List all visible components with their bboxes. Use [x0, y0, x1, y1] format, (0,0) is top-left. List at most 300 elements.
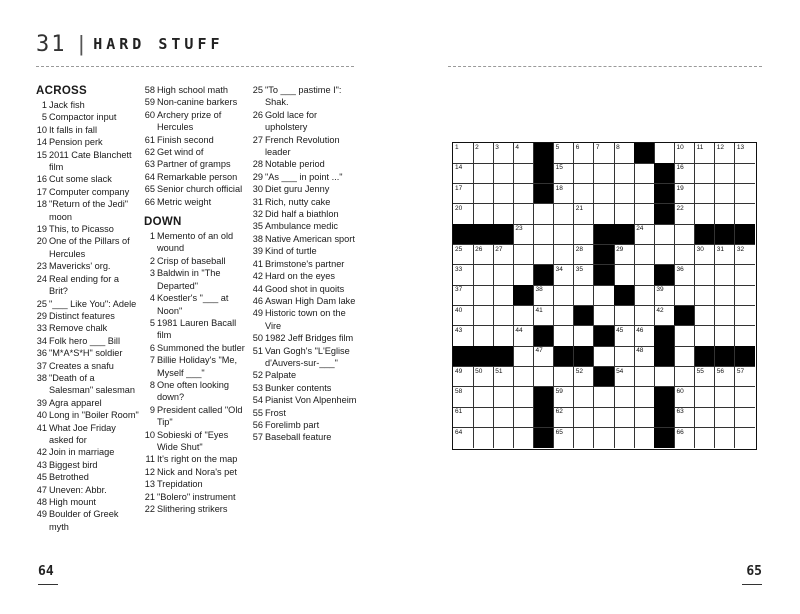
grid-cell[interactable] [634, 326, 655, 347]
grid-cell[interactable] [715, 326, 736, 347]
grid-cell[interactable] [634, 265, 655, 286]
grid-cell[interactable] [594, 184, 615, 205]
grid-cell[interactable] [735, 367, 756, 388]
grid-cell[interactable] [614, 265, 635, 286]
grid-cell[interactable] [453, 265, 474, 286]
page-number-right: 65 [746, 564, 762, 579]
grid-cell[interactable] [674, 143, 695, 164]
grid-block [594, 367, 615, 388]
grid-cell[interactable] [554, 285, 575, 306]
grid-cell[interactable] [614, 326, 635, 347]
header-divider [36, 66, 354, 67]
grid-block [534, 326, 555, 347]
down-clue [252, 295, 360, 307]
grid-cell[interactable] [574, 245, 595, 266]
grid-cell[interactable] [715, 407, 736, 428]
grid-cell[interactable] [534, 245, 555, 266]
grid-cell[interactable] [715, 204, 736, 225]
grid-cell[interactable] [695, 326, 716, 347]
grid-cell[interactable] [715, 428, 736, 449]
grid-cell[interactable] [674, 428, 695, 449]
down-clue [252, 382, 360, 394]
grid-block [493, 346, 514, 367]
grid-cell[interactable] [473, 428, 494, 449]
chapter-title: HARD STUFF [93, 35, 224, 53]
clue-number: 23 [36, 261, 47, 272]
across-clue [144, 158, 248, 170]
grid-cell[interactable] [695, 143, 716, 164]
grid-block [654, 265, 675, 286]
grid-cell[interactable] [554, 265, 575, 286]
across-clue [36, 322, 140, 334]
grid-cell[interactable] [594, 387, 615, 408]
grid-cell[interactable] [493, 143, 514, 164]
clue-number: 25 [36, 298, 47, 309]
grid-cell[interactable] [614, 367, 635, 388]
grid-cell[interactable] [634, 224, 655, 245]
grid-cell[interactable] [634, 428, 655, 449]
grid-cell[interactable] [594, 285, 615, 306]
clue-text: "To ___ pastime I": Shak. [265, 85, 342, 108]
grid-cell-number: 2 [475, 144, 479, 151]
grid-cell[interactable] [453, 285, 474, 306]
grid-cell[interactable] [493, 163, 514, 184]
clue-text: Agra apparel [49, 397, 102, 408]
grid-block [594, 245, 615, 266]
grid-cell[interactable] [473, 204, 494, 225]
grid-cell[interactable] [614, 143, 635, 164]
grid-cell[interactable] [493, 265, 514, 286]
grid-cell[interactable] [695, 204, 716, 225]
grid-cell[interactable] [634, 387, 655, 408]
grid-cell[interactable] [634, 245, 655, 266]
grid-cell[interactable] [735, 245, 756, 266]
grid-cell[interactable] [554, 204, 575, 225]
grid-cell[interactable] [534, 204, 555, 225]
clue-text: President called "Old Tip" [157, 404, 243, 428]
grid-cell[interactable] [574, 184, 595, 205]
down-clue [252, 171, 360, 183]
down-clue [252, 158, 360, 170]
grid-cell[interactable] [715, 184, 736, 205]
clue-text: French Revolution leader [265, 134, 340, 158]
grid-cell[interactable] [735, 204, 756, 225]
grid-cell[interactable] [695, 407, 716, 428]
grid-cell[interactable] [574, 387, 595, 408]
grid-cell[interactable] [634, 184, 655, 205]
across-clue [144, 183, 248, 195]
grid-cell[interactable] [473, 285, 494, 306]
grid-cell[interactable] [614, 346, 635, 367]
grid-cell[interactable] [513, 387, 534, 408]
clue-text: Diet guru Jenny [265, 184, 330, 195]
grid-cell[interactable] [554, 367, 575, 388]
across-clue [144, 146, 248, 158]
grid-cell[interactable] [654, 224, 675, 245]
grid-cell[interactable] [654, 245, 675, 266]
clue-number: 52 [252, 370, 263, 381]
grid-cell[interactable] [594, 346, 615, 367]
grid-cell[interactable] [534, 346, 555, 367]
grid-cell-number: 25 [455, 245, 463, 253]
clue-number: 13 [144, 479, 155, 490]
clue-number: 11 [145, 454, 155, 465]
clue-text: Folk hero ___ Bill [49, 335, 120, 346]
grid-cell[interactable] [715, 387, 736, 408]
grid-cell[interactable] [513, 428, 534, 449]
grid-cell[interactable] [473, 326, 494, 347]
grid-cell[interactable] [634, 163, 655, 184]
grid-cell-number: 7 [595, 144, 600, 151]
grid-cell[interactable] [654, 367, 675, 388]
grid-cell-number: 1 [455, 144, 459, 151]
clue-number: 50 [252, 333, 263, 344]
clue-text: Bunker contents [265, 382, 332, 393]
grid-cell[interactable] [453, 428, 474, 449]
right-page [400, 0, 800, 614]
clue-number: 17 [36, 186, 47, 197]
grid-cell[interactable] [715, 245, 736, 266]
grid-cell[interactable] [695, 265, 716, 286]
grid-cell[interactable] [594, 428, 615, 449]
grid-cell-number: 18 [555, 184, 563, 192]
grid-cell[interactable] [554, 407, 575, 428]
across-clue [36, 446, 140, 458]
across-clue [36, 273, 140, 298]
down-clue [252, 208, 360, 220]
grid-cell[interactable] [634, 367, 655, 388]
across-clue [36, 360, 140, 372]
grid-cell[interactable] [513, 367, 534, 388]
down-clue [252, 220, 360, 232]
grid-cell[interactable] [614, 245, 635, 266]
grid-cell[interactable] [735, 285, 756, 306]
grid-cell[interactable] [493, 285, 514, 306]
grid-cell[interactable] [715, 143, 736, 164]
across-clue [36, 347, 140, 359]
clue-number: 49 [252, 308, 263, 319]
clue-text: Did half a biathlon [265, 209, 339, 220]
grid-cell[interactable] [513, 204, 534, 225]
grid-cell[interactable] [614, 306, 635, 327]
grid-cell[interactable] [674, 367, 695, 388]
grid-cell-number: 15 [555, 164, 563, 172]
clue-text: Van Gogh's "L'Eglise d'Auvers-sur-___" [265, 345, 350, 368]
grid-cell[interactable] [554, 184, 575, 205]
clue-number: 7 [149, 355, 155, 366]
grid-cell[interactable] [473, 245, 494, 266]
clue-number: 41 [252, 258, 263, 269]
clue-text: Pension perk [49, 137, 103, 148]
grid-cell-number: 33 [455, 266, 463, 273]
grid-cell[interactable] [674, 407, 695, 428]
clue-column-1 [36, 84, 140, 533]
grid-cell[interactable] [735, 163, 756, 184]
clue-number: 29 [36, 310, 47, 321]
clue-text: Long in "Boiler Room" [49, 410, 139, 421]
grid-cell[interactable] [513, 143, 534, 164]
grid-cell[interactable] [735, 306, 756, 327]
grid-cell[interactable] [594, 204, 615, 225]
grid-cell-number: 23 [515, 225, 523, 233]
grid-cell[interactable] [493, 407, 514, 428]
grid-cell[interactable] [493, 245, 514, 266]
grid-cell[interactable] [695, 184, 716, 205]
clue-number: 60 [144, 109, 155, 120]
grid-cell[interactable] [493, 184, 514, 205]
grid-cell[interactable] [695, 285, 716, 306]
clue-number: 45 [36, 472, 47, 483]
grid-cell[interactable] [735, 143, 756, 164]
grid-cell[interactable] [473, 143, 494, 164]
clue-number: 10 [36, 124, 47, 135]
grid-block [654, 346, 675, 367]
grid-cell[interactable] [614, 387, 635, 408]
clue-number: 32 [252, 209, 263, 220]
grid-cell[interactable] [735, 387, 756, 408]
grid-cell[interactable] [513, 245, 534, 266]
grid-cell[interactable] [715, 367, 736, 388]
grid-cell[interactable] [453, 367, 474, 388]
grid-block [574, 346, 595, 367]
grid-cell[interactable] [594, 306, 615, 327]
grid-cell-number: 58 [455, 388, 463, 395]
clue-text: Forelimb part [265, 419, 320, 430]
clue-text: One of the Pillars of Hercules [49, 236, 130, 259]
grid-cell[interactable] [513, 326, 534, 347]
grid-cell[interactable] [513, 224, 534, 245]
grid-cell[interactable] [654, 285, 675, 306]
grid-cell[interactable] [634, 306, 655, 327]
grid-block [614, 285, 635, 306]
grid-cell[interactable] [715, 163, 736, 184]
grid-cell[interactable] [735, 326, 756, 347]
grid-cell[interactable] [695, 387, 716, 408]
grid-cell[interactable] [574, 326, 595, 347]
grid-cell[interactable] [554, 306, 575, 327]
grid-block [634, 143, 655, 164]
grid-cell[interactable] [473, 387, 494, 408]
clue-number: 54 [252, 395, 263, 406]
grid-cell[interactable] [554, 224, 575, 245]
grid-cell[interactable] [493, 306, 514, 327]
clue-text: Trepidation [157, 479, 203, 490]
grid-cell-number: 12 [716, 144, 724, 151]
grid-cell[interactable] [513, 163, 534, 184]
grid-cell[interactable] [574, 367, 595, 388]
grid-cell[interactable] [674, 265, 695, 286]
grid-cell[interactable] [594, 143, 615, 164]
grid-cell[interactable] [513, 265, 534, 286]
grid-cell[interactable] [614, 428, 635, 449]
clue-text: Creates a snafu [49, 360, 114, 371]
grid-cell[interactable] [674, 163, 695, 184]
clue-text: Uneven: Abbr. [49, 484, 107, 495]
grid-cell[interactable] [493, 326, 514, 347]
grid-cell-number: 36 [676, 266, 684, 273]
across-clue [36, 124, 140, 136]
clue-number: 35 [252, 221, 263, 232]
clue-number: 30 [252, 184, 263, 195]
grid-cell[interactable] [674, 245, 695, 266]
grid-cell[interactable] [634, 346, 655, 367]
across-clue [144, 196, 248, 208]
across-clue [36, 397, 140, 409]
clue-text: Cut some slack [49, 174, 112, 185]
grid-cell[interactable] [554, 163, 575, 184]
grid-cell[interactable] [453, 204, 474, 225]
grid-cell[interactable] [453, 163, 474, 184]
grid-cell[interactable] [574, 265, 595, 286]
grid-cell[interactable] [614, 184, 635, 205]
grid-cell[interactable] [534, 224, 555, 245]
grid-cell[interactable] [674, 285, 695, 306]
grid-cell[interactable] [735, 265, 756, 286]
down-clue [144, 404, 248, 429]
grid-cell[interactable] [513, 184, 534, 205]
grid-cell[interactable] [695, 163, 716, 184]
grid-cell[interactable] [453, 306, 474, 327]
crossword-grid [452, 142, 757, 450]
grid-cell[interactable] [674, 326, 695, 347]
grid-cell[interactable] [614, 163, 635, 184]
clue-number: 9 [149, 404, 155, 415]
grid-cell[interactable] [574, 407, 595, 428]
grid-cell[interactable] [735, 407, 756, 428]
clue-text: Get wind of [157, 147, 204, 158]
grid-cell[interactable] [634, 285, 655, 306]
grid-cell[interactable] [594, 163, 615, 184]
grid-cell[interactable] [674, 224, 695, 245]
grid-cell[interactable] [554, 428, 575, 449]
grid-cell-number: 54 [616, 367, 624, 375]
grid-cell[interactable] [513, 346, 534, 367]
clue-number: 51 [252, 345, 263, 356]
grid-cell[interactable] [695, 428, 716, 449]
clue-text: Jack fish [49, 100, 85, 110]
grid-cell[interactable] [695, 306, 716, 327]
clue-number: 1 [149, 231, 155, 242]
grid-block [735, 224, 756, 245]
clue-number: 20 [36, 236, 47, 247]
grid-cell[interactable] [614, 407, 635, 428]
grid-cell[interactable] [453, 326, 474, 347]
grid-cell-number: 3 [495, 144, 499, 151]
grid-cell[interactable] [654, 143, 675, 164]
clue-number: 61 [144, 134, 155, 145]
clue-number: 37 [36, 360, 47, 371]
grid-cell[interactable] [614, 204, 635, 225]
clue-text: 1982 Jeff Bridges film [265, 333, 354, 344]
grid-cell[interactable] [654, 306, 675, 327]
grid-cell-number: 61 [455, 408, 463, 416]
grid-block [534, 428, 555, 449]
down-clue [252, 369, 360, 381]
clue-number: 4 [149, 293, 155, 304]
down-clue [252, 109, 360, 134]
grid-cell[interactable] [634, 407, 655, 428]
grid-cell[interactable] [453, 143, 474, 164]
grid-cell[interactable] [513, 306, 534, 327]
grid-cell[interactable] [493, 387, 514, 408]
down-clue [144, 453, 248, 465]
grid-cell[interactable] [674, 184, 695, 205]
grid-cell[interactable] [695, 367, 716, 388]
clue-text: High mount [49, 497, 96, 507]
grid-cell[interactable] [513, 407, 534, 428]
grid-cell-number: 37 [455, 286, 463, 294]
grid-cell[interactable] [674, 387, 695, 408]
grid-cell[interactable] [574, 285, 595, 306]
grid-block [473, 346, 494, 367]
grid-cell[interactable] [554, 326, 575, 347]
grid-cell[interactable] [554, 245, 575, 266]
grid-cell[interactable] [574, 428, 595, 449]
clue-text: What Joe Friday asked for [49, 422, 116, 445]
grid-cell[interactable] [634, 204, 655, 225]
clue-number: 56 [252, 419, 263, 430]
grid-cell[interactable] [473, 163, 494, 184]
grid-cell[interactable] [735, 184, 756, 205]
grid-cell[interactable] [594, 407, 615, 428]
grid-cell[interactable] [695, 245, 716, 266]
grid-cell[interactable] [574, 163, 595, 184]
grid-cell[interactable] [534, 285, 555, 306]
grid-cell[interactable] [534, 306, 555, 327]
grid-cell[interactable] [473, 306, 494, 327]
grid-cell[interactable] [554, 143, 575, 164]
grid-cell[interactable] [715, 285, 736, 306]
clue-text: Aswan High Dam lake [265, 295, 356, 306]
page-number-left-rule [38, 584, 58, 585]
clue-number: 38 [36, 372, 47, 383]
clue-number: 29 [252, 171, 263, 182]
clue-number: 64 [144, 171, 155, 182]
grid-cell[interactable] [473, 265, 494, 286]
clue-number: 3 [149, 268, 155, 279]
grid-cell[interactable] [493, 367, 514, 388]
grid-cell[interactable] [554, 387, 575, 408]
grid-cell[interactable] [715, 265, 736, 286]
down-heading: DOWN [144, 216, 182, 229]
grid-cell[interactable] [534, 367, 555, 388]
across-clue [36, 235, 140, 260]
across-heading: ACROSS [36, 85, 88, 97]
grid-cell[interactable] [453, 407, 474, 428]
grid-cell[interactable] [453, 184, 474, 205]
grid-cell[interactable] [574, 224, 595, 245]
grid-block [695, 224, 716, 245]
grid-cell[interactable] [473, 407, 494, 428]
grid-cell[interactable] [473, 184, 494, 205]
clue-text: "___ Like You": Adele [49, 298, 137, 309]
grid-cell[interactable] [493, 428, 514, 449]
grid-cell[interactable] [453, 387, 474, 408]
clue-number: 5 [41, 112, 47, 123]
grid-cell[interactable] [715, 306, 736, 327]
grid-cell[interactable] [473, 367, 494, 388]
grid-cell[interactable] [674, 204, 695, 225]
grid-cell[interactable] [735, 428, 756, 449]
down-clue [144, 267, 248, 292]
grid-cell[interactable] [574, 204, 595, 225]
grid-cell[interactable] [493, 204, 514, 225]
grid-cell-number: 27 [495, 245, 503, 253]
grid-block [594, 224, 615, 245]
grid-cell[interactable] [453, 245, 474, 266]
grid-cell[interactable] [574, 143, 595, 164]
grid-cell[interactable] [674, 346, 695, 367]
